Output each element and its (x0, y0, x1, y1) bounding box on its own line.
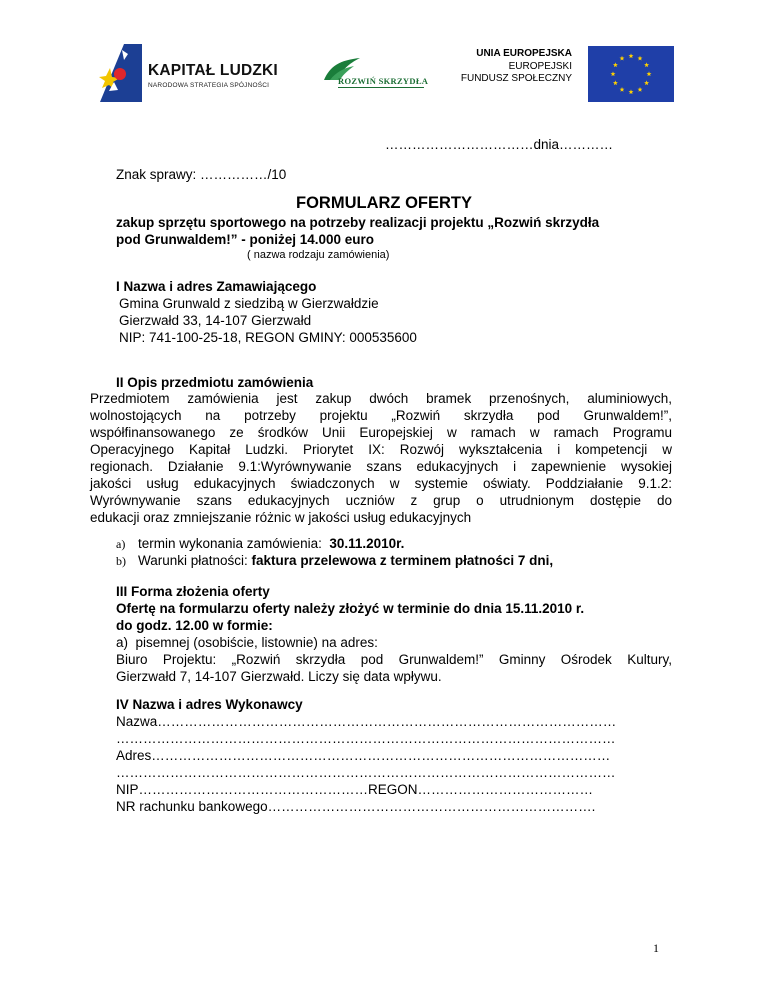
section2-line: Wyrównywanie szans edukacyjnych uczniów z grup o utrudnionym dostępie do (90, 493, 672, 508)
list-text: Warunki płatności: (138, 553, 252, 568)
eu-line1: UNIA EUROPEJSKA (476, 48, 572, 59)
kapital-ludzki-logo (96, 44, 306, 104)
section1-line3: NIP: 741-100-25-18, REGON GMINY: 000535600 (119, 330, 417, 345)
section2-heading: II Opis przedmiotu zamówienia (116, 375, 314, 390)
section2-line-last: edukacji oraz zmniejszanie różnic w jakości usług edukacyjnych (90, 510, 472, 525)
field-nr-rachunku: NR rachunku bankowego………………………………………………………………. (116, 799, 596, 814)
section1-line1: Gmina Grunwald z siedzibą w Gierzwałdzie (119, 296, 379, 311)
section2-line: współfinansowanego ze środków Unii Europejskiej w ramach w ramach Programu (90, 425, 672, 440)
kapital-ludzki-name: KAPITAŁ LUDZKI (148, 62, 278, 79)
section2-line: Przedmiotem zamówienia jest zakup dwóch bramek przenośnych, aluminiowych, (90, 391, 672, 406)
field-nip-regon: NIP……………………………………………REGON………………………………… (116, 782, 594, 797)
list-item-a (116, 535, 404, 553)
eu-line3: FUNDUSZ SPOŁECZNY (460, 73, 572, 84)
rozwin-skrzydla-name: ROZWIŃ SKRZYDŁA (338, 76, 429, 86)
kapital-ludzki-subtitle: NARODOWA STRATEGIA SPÓJNOŚCI (148, 82, 270, 89)
eu-logo (452, 44, 674, 104)
list-bold: 30.11.2010r. (329, 536, 405, 551)
section1-heading: I Nazwa i adres Zamawiającego (116, 279, 317, 294)
section2-paragraph (90, 390, 672, 526)
list-text: termin wykonania zamówienia: (138, 536, 330, 551)
subject-line2: pod Grunwaldem!” - poniżej 14.000 euro (116, 232, 375, 247)
subject-line1: zakup sprzętu sportowego na potrzeby realizacji projektu „Rozwiń skrzydła (116, 215, 600, 230)
field-dots2: ………………………………………………………………………………………………… (116, 765, 616, 780)
section3-address-line1: Biuro Projektu: „Rozwiń skrzydła pod Grunwaldem!” Gminny Ośrodek Kultury, (116, 652, 672, 667)
section3-bold-line2: do godz. 12.00 w formie: (116, 618, 273, 633)
field-nazwa: Nazwa………………………………………………………………………………………… (116, 714, 617, 729)
eu-flag-icon (588, 46, 674, 102)
page-number: 1 (653, 941, 659, 955)
kapital-ludzki-emblem-icon (96, 44, 142, 102)
section3-address-line2: Gierzwałd 7, 14-107 Gierzwałd. Liczy się data wpływu. (116, 669, 442, 684)
list-item-b (116, 552, 553, 570)
subject-caption: ( nazwa rodzaju zamówienia) (247, 249, 390, 261)
section2-line: wolnostojących na potrzeby projektu „Rozwiń skrzydła pod Grunwaldem!”, (90, 408, 672, 423)
list-marker: a) (116, 537, 126, 551)
rozwin-skrzydla-underline (338, 87, 424, 88)
contractor-fields (116, 713, 676, 815)
field-adres: Adres………………………………………………………………………………………… (116, 748, 611, 763)
section3-bold-line1: Ofertę na formularzu oferty należy złożyć w terminie do dnia 15.11.2010 r. (116, 601, 585, 616)
field-dots1: ………………………………………………………………………………………………… (116, 731, 616, 746)
section2-line: jakości usług edukacyjnych świadczonych w systemie oświaty. Poddziałanie 9.1.2: (90, 476, 672, 491)
list-marker: b) (116, 554, 126, 568)
rozwin-skrzydla-logo (322, 56, 432, 92)
eu-line2: EUROPEJSKI (508, 61, 572, 72)
section1-line2: Gierzwałd 33, 14-107 Gierzwałd (119, 313, 312, 328)
section2-line: regionach. Działanie 9.1:Wyrównywanie szans edukacyjnych i zapewnienie wysokiej (90, 459, 672, 474)
section3-item-a: a) pisemnej (osobiście, listownie) na adres: (116, 635, 378, 650)
date-line: ……………………………dnia………… (385, 137, 614, 152)
page-title: FORMULARZ OFERTY (296, 194, 472, 212)
section4-heading: IV Nazwa i adres Wykonawcy (116, 697, 303, 712)
section3-heading: III Forma złożenia oferty (116, 584, 270, 599)
section2-line: Operacyjnego Kapitał Ludzki. Priorytet IX: Rozwój wykształcenia i kompetencji w (90, 442, 672, 457)
list-bold: faktura przelewowa z terminem płatności 7 dni, (251, 553, 554, 568)
znak-sprawy: Znak sprawy: ……………/10 (116, 167, 287, 182)
